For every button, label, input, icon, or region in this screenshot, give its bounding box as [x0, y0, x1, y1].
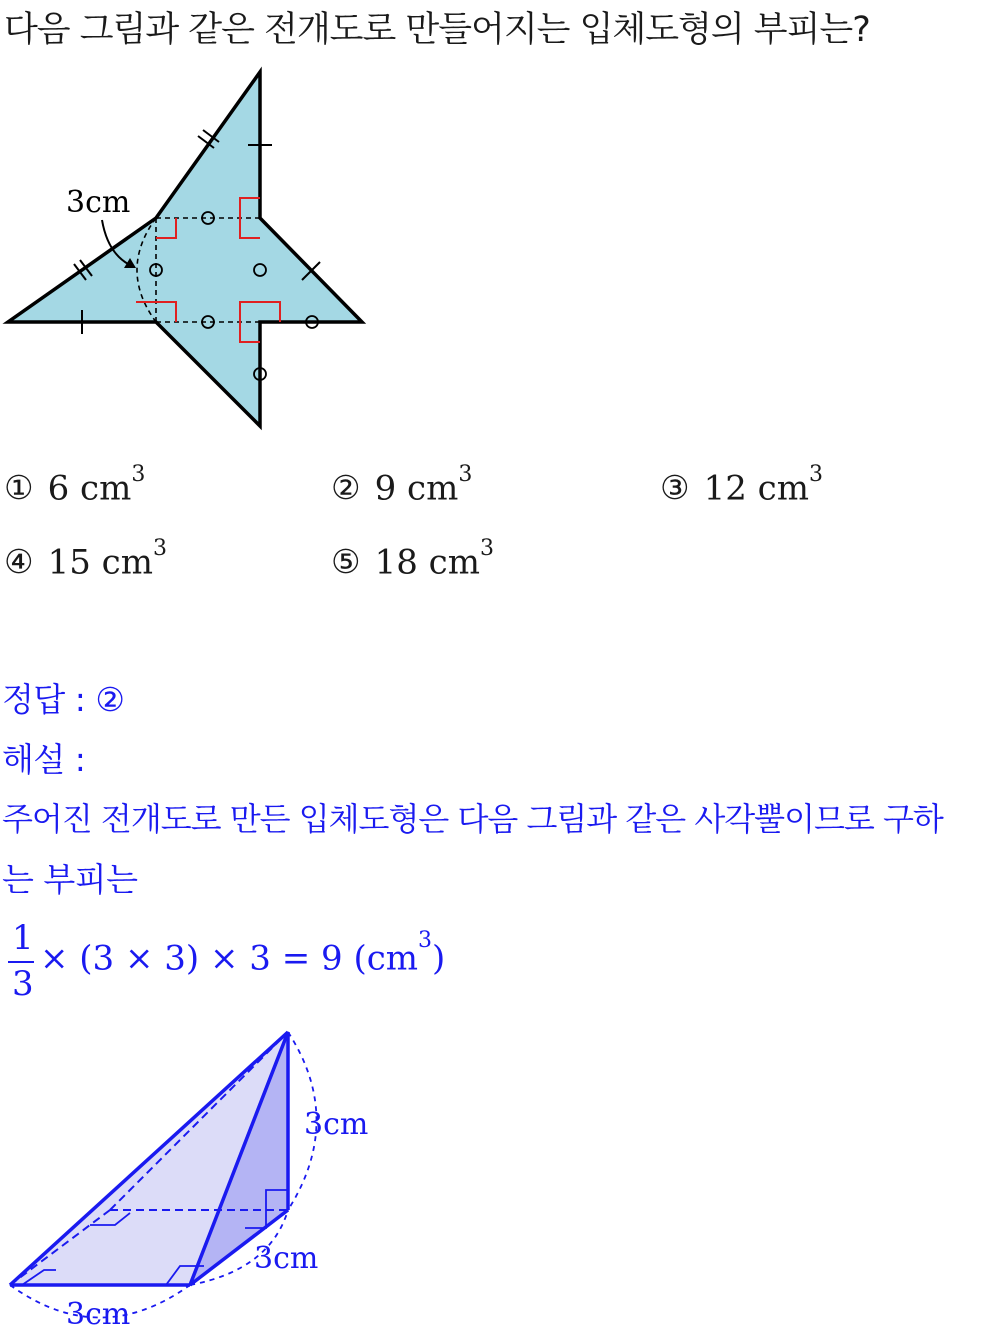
fraction-numerator: 1: [12, 918, 34, 958]
explanation-label: 해설 :: [2, 740, 86, 779]
choice-5-value: 18 cm: [374, 542, 480, 583]
choice-4[interactable]: [4, 536, 167, 583]
formula-main: × (3 × 3) × 3 = 9 (cm: [40, 938, 419, 979]
pyramid-label-bottom: 3cm: [66, 1297, 131, 1330]
choice-2-value: 9 cm: [374, 468, 459, 509]
net-label: 3cm: [66, 185, 131, 220]
choice-2-sup: 3: [458, 462, 473, 487]
explanation-line-1: 주어진 전개도로 만든 입체도형은 다음 그림과 같은 사각뿔이므로 구하: [2, 800, 943, 838]
pyramid-label-height: 3cm: [304, 1107, 369, 1142]
explanation-line-2: 는 부피는: [2, 860, 138, 899]
choice-4-num: ④: [4, 542, 34, 582]
answer-label: 정답 : ②: [2, 680, 125, 719]
choice-1-num: ①: [4, 468, 34, 508]
choice-5[interactable]: [331, 536, 494, 583]
choice-1-sup: 3: [131, 462, 146, 487]
choice-2[interactable]: [331, 462, 473, 509]
choice-3[interactable]: [660, 462, 823, 509]
choice-1[interactable]: [4, 462, 146, 509]
choice-3-num: ③: [660, 468, 690, 508]
fraction-bar: [8, 961, 34, 963]
choice-3-value: 12 cm: [703, 468, 809, 509]
formula-close: ): [432, 938, 446, 979]
choice-4-value: 15 cm: [47, 542, 153, 583]
pyramid-figure: [0, 1010, 400, 1330]
choice-2-num: ②: [331, 468, 361, 508]
net-shape: [8, 72, 362, 426]
pyramid-label-side: 3cm: [254, 1241, 319, 1276]
question-text: 다음 그림과 같은 전개도로 만들어지는 입체도형의 부피는?: [4, 10, 870, 50]
net-figure: [0, 60, 400, 500]
choice-1-value: 6 cm: [47, 468, 132, 509]
choice-3-sup: 3: [808, 462, 823, 487]
choice-4-sup: 3: [152, 536, 167, 561]
choice-5-num: ⑤: [331, 542, 361, 582]
choice-5-sup: 3: [479, 536, 494, 561]
formula-expression: [40, 928, 446, 979]
fraction-denominator: 3: [12, 964, 34, 1004]
formula-sup: 3: [418, 928, 433, 953]
